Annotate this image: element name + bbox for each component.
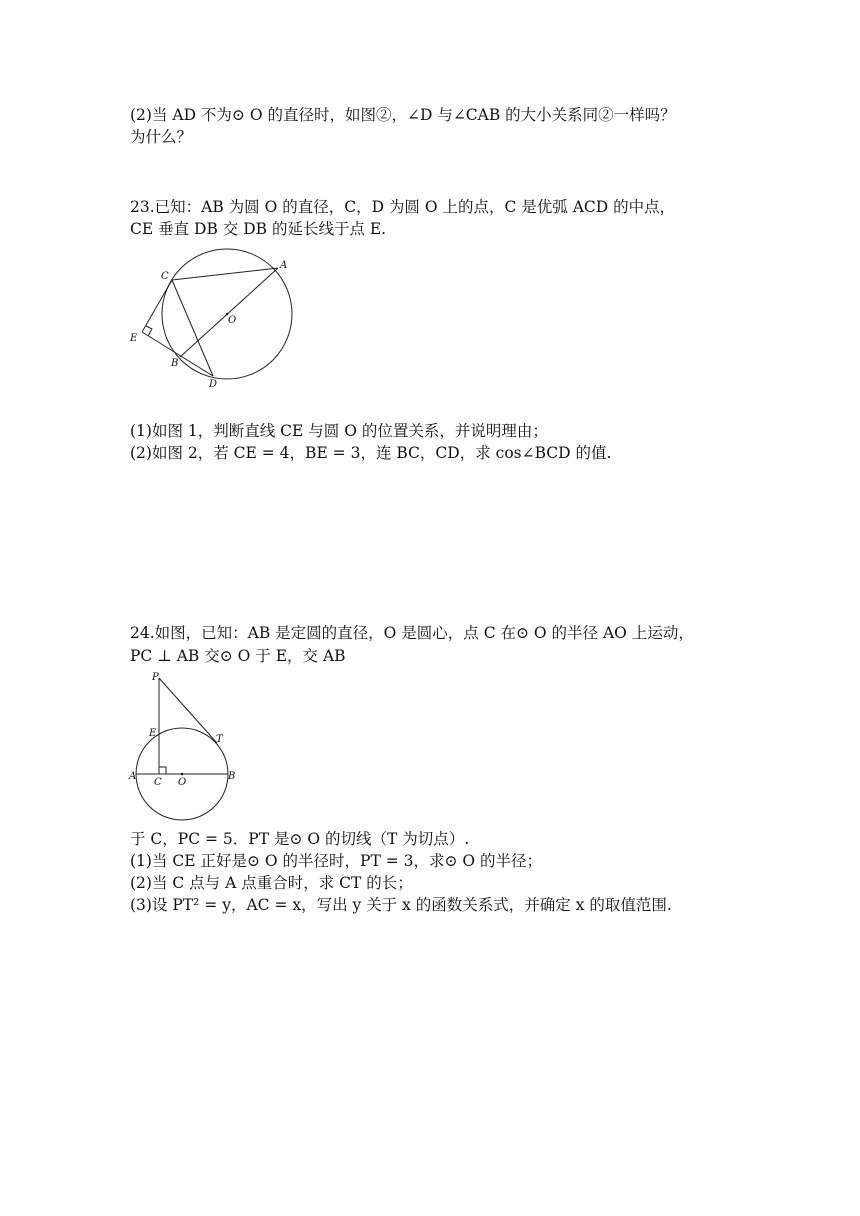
- tangent-pt: [159, 678, 217, 743]
- label-c: C: [161, 271, 169, 282]
- q24-stem-line3: 于 C，PC = 5．PT 是⊙ O 的切线（T 为切点）.: [130, 830, 470, 848]
- q23-part1: (1)如图 1，判断直线 CE 与圆 O 的位置关系，并说明理由；: [130, 422, 548, 440]
- q23-figure: [120, 242, 310, 398]
- label-d: D: [209, 379, 218, 390]
- segment-ed: [142, 332, 213, 376]
- right-angle-mark: [159, 767, 166, 774]
- segment-ca: [172, 268, 278, 280]
- label-b: B: [228, 771, 236, 782]
- q24-part2: (2)当 C 点与 A 点重合时，求 CT 的长；: [130, 874, 413, 892]
- label-c: C: [154, 777, 162, 788]
- q24-part3: (3)设 PT² = y，AC = x，写出 y 关于 x 的函数关系式，并确定 x 的取值范围.: [130, 896, 672, 914]
- q23-stem-line2: CE 垂直 DB 交 DB 的延长线于点 E.: [130, 220, 387, 238]
- label-b: B: [171, 358, 179, 369]
- segment-ab: [180, 268, 278, 357]
- q22-part2-line2: 为什么？: [130, 128, 193, 146]
- label-o: O: [178, 777, 187, 788]
- q22-part2-line1: (2)当 AD 不为⊙ O 的直径时，如图②，∠D 与∠CAB 的大小关系同②一样吗？: [130, 106, 676, 124]
- q24-figure: [124, 668, 244, 822]
- label-a: A: [129, 771, 137, 782]
- label-e: E: [130, 333, 138, 344]
- q24-stem-line1: 24.如图，已知：AB 是定圆的直径，O 是圆心，点 C 在⊙ O 的半径 AO 上运动，: [130, 624, 694, 642]
- q24-stem-line2: PC ⊥ AB 交⊙ O 于 E，交 AB: [130, 647, 346, 665]
- center-dot: [181, 773, 184, 776]
- label-e: E: [149, 728, 157, 739]
- label-t: T: [216, 734, 223, 745]
- label-p: P: [152, 672, 159, 683]
- q23-part2: (2)如图 2，若 CE = 4，BE = 3，连 BC，CD，求 cos∠BCD 的值.: [130, 444, 612, 462]
- label-a: A: [280, 260, 288, 271]
- segment-ce: [142, 280, 172, 332]
- label-o: O: [228, 315, 237, 326]
- q24-part1: (1)当 CE 正好是⊙ O 的半径时，PT = 3，求⊙ O 的半径；: [130, 852, 543, 870]
- q23-stem-line1: 23.已知：AB 为圆 O 的直径，C，D 为圆 O 上的点，C 是优弧 ACD 的中点，: [130, 198, 676, 216]
